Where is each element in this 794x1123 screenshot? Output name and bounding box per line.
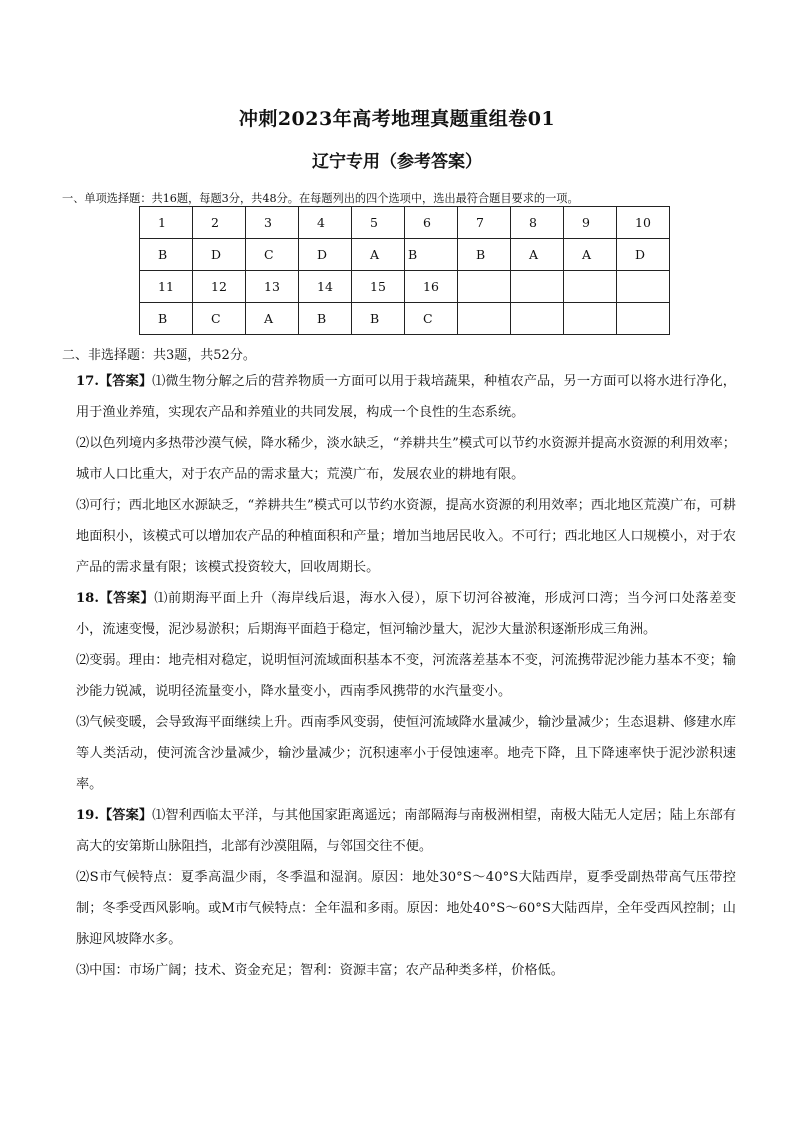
- table-cell: 1: [140, 207, 193, 239]
- answer-18-paragraph-2: ⑵变弱。理由：地壳相对稳定，说明恒河流域面积基本不变，河流落差基本不变，河流携带泥沙能力基本不变；输沙能力锐减，说明径流量变小，降水量变小，西南季风携带的水汽量变小。: [76, 653, 736, 699]
- table-cell: C: [405, 303, 458, 335]
- table-cell: 10: [617, 207, 670, 239]
- table-cell: 2: [193, 207, 246, 239]
- table-cell: 11: [140, 271, 193, 303]
- table-cell: 12: [193, 271, 246, 303]
- page-title: 冲刺2023年高考地理真题重组卷01: [238, 108, 556, 130]
- table-cell: 7: [458, 207, 511, 239]
- table-cell: A: [564, 239, 617, 271]
- answer-17-paragraph-3: ⑶可行；西北地区水源缺乏，“养耕共生”模式可以节约水资源，提高水资源的利用效率；西北地区荒漠广布，可耕地面积小，该模式可以增加农产品的种植面积和产量；增加当地居民收入。不可行；西北地区人口规模小，对于农产品的需求量有限；该模式投资较大，回收周期长。: [76, 498, 736, 575]
- answer-18-paragraph-1: [76, 583, 736, 645]
- answer-17-number: 17.: [76, 374, 99, 389]
- answer-19-text-1: ⑴智利西临太平洋，与其他国家距离遥远；南部隔海与南极洲相望，南极大陆无人定居；陆上东部有高大的安第斯山脉阻挡，北部有沙漠阻隔，与邻国交往不便。: [76, 808, 736, 854]
- table-row: [140, 303, 670, 335]
- answer-19-number: 19.: [76, 808, 99, 823]
- table-cell: D: [617, 239, 670, 271]
- table-cell: D: [193, 239, 246, 271]
- answer-18-paragraph-3: ⑶气候变暖，会导致海平面继续上升。西南季风变弱，使恒河流域降水量减少，输沙量减少；生态退耕、修建水库等人类活动，使河流含沙量减少，输沙量减少；沉积速率小于侵蚀速率。地壳下降，且下降速率快于泥沙淤积速率。: [76, 715, 736, 792]
- table-cell: B: [458, 239, 511, 271]
- table-cell: [617, 271, 670, 303]
- table-cell: B: [140, 239, 193, 271]
- table-cell: 14: [299, 271, 352, 303]
- answer-19-paragraph-3: ⑶中国：市场广阔；技术、资金充足；智利：资源丰富；农产品种类多样，价格低。: [76, 963, 564, 978]
- table-cell: 16: [405, 271, 458, 303]
- table-cell: 4: [299, 207, 352, 239]
- table-cell: [458, 303, 511, 335]
- table-cell: A: [511, 239, 564, 271]
- answer-19-paragraph-2: ⑵S市气候特点：夏季高温少雨，冬季温和湿润。原因：地处30°S～40°S大陆西岸，夏季受副热带高气压带控制；冬季受西风影响。或M市气候特点：全年温和多雨。原因：地处40°S～60°S大陆西岸，全年受西风控制；山脉迎风坡降水多。: [76, 870, 736, 947]
- table-cell: C: [193, 303, 246, 335]
- table-cell: C: [246, 239, 299, 271]
- table-cell: 6: [405, 207, 458, 239]
- table-row: [140, 271, 670, 303]
- table-cell: 9: [564, 207, 617, 239]
- table-cell: 15: [352, 271, 405, 303]
- answer-19-paragraph-1: [76, 800, 736, 862]
- table-cell: [458, 271, 511, 303]
- answer-table: [139, 206, 670, 335]
- table-cell: A: [246, 303, 299, 335]
- answer-19-label: 【答案】: [98, 808, 153, 823]
- table-row: [140, 207, 670, 239]
- table-cell: [511, 303, 564, 335]
- answer-17-text-1: ⑴微生物分解之后的营养物质一方面可以用于栽培蔬果，种植农产品，另一方面可以将水进行净化，用于渔业养殖，实现农产品和养殖业的共同发展，构成一个良性的生态系统。: [76, 374, 736, 420]
- table-cell: B: [140, 303, 193, 335]
- answer-17-label: 【答案】: [98, 374, 153, 389]
- table-cell: B: [405, 239, 458, 271]
- table-cell: 3: [246, 207, 299, 239]
- table-cell: B: [352, 303, 405, 335]
- table-cell: [617, 303, 670, 335]
- answer-17-paragraph-1: [76, 366, 736, 428]
- answer-18-text-1: ⑴前期海平面上升（海岸线后退，海水入侵），原下切河谷被淹，形成河口湾；当今河口处落差变小，流速变慢，泥沙易淤积；后期海平面趋于稳定，恒河输沙量大，泥沙大量淤积逐渐形成三角洲。: [76, 591, 737, 637]
- table-cell: [564, 303, 617, 335]
- table-cell: 13: [246, 271, 299, 303]
- table-cell: B: [299, 303, 352, 335]
- table-cell: [564, 271, 617, 303]
- table-cell: 8: [511, 207, 564, 239]
- answer-18-number: 18.: [76, 591, 99, 606]
- table-cell: A: [352, 239, 405, 271]
- page-subtitle: 辽宁专用（参考答案）: [312, 152, 482, 172]
- table-cell: [511, 271, 564, 303]
- answer-18-label: 【答案】: [98, 591, 155, 606]
- section-1-heading: 一、单项选择题：共16题，每题3分，共48分。在每题列出的四个选项中，选出最符合题目要求的一项。: [62, 192, 579, 205]
- table-cell: D: [299, 239, 352, 271]
- section-2-heading: 二、非选择题：共3题，共52分。: [62, 348, 256, 363]
- table-cell: 5: [352, 207, 405, 239]
- answer-17-paragraph-2: ⑵以色列境内多热带沙漠气候，降水稀少，淡水缺乏，“养耕共生”模式可以节约水资源并提高水资源的利用效率；城市人口比重大，对于农产品的需求量大；荒漠广布，发展农业的耕地有限。: [76, 436, 736, 482]
- table-row: [140, 239, 670, 271]
